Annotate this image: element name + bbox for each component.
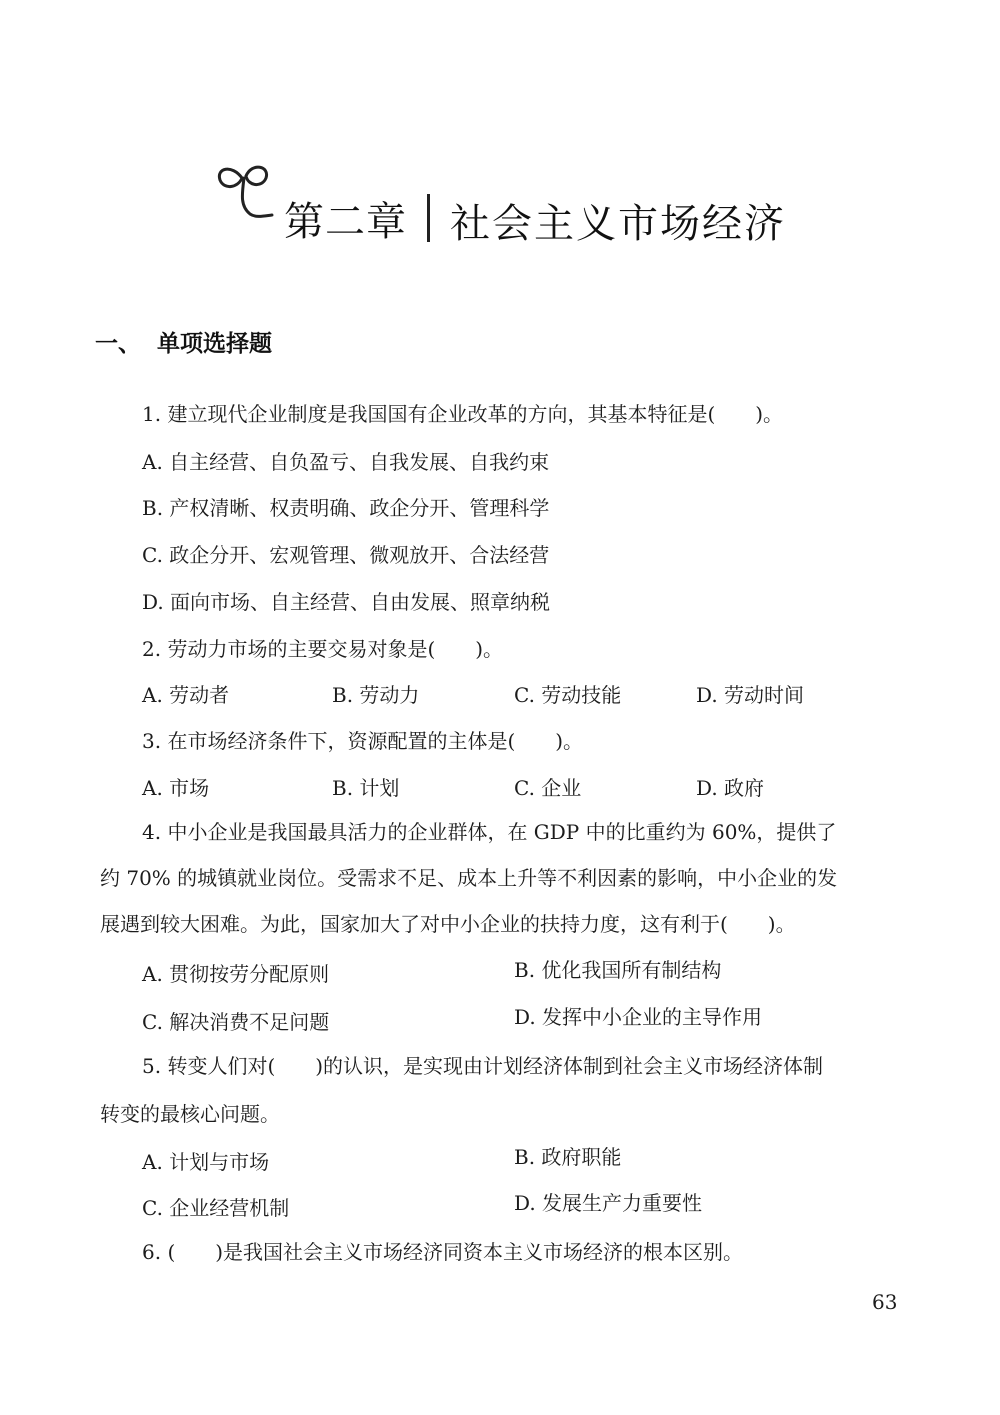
question-5-option-a: A. 计划与市场 xyxy=(142,1150,270,1174)
question-3-stem: 3. 在市场经济条件下，资源配置的主体是( )。 xyxy=(142,729,584,753)
chapter-title: 社会主义市场经济 xyxy=(450,201,786,247)
question-4-option-c: C. 解决消费不足问题 xyxy=(142,1010,330,1034)
question-4-stem-line-2: 约 70% 的城镇就业岗位。受需求不足、成本上升等不利因素的影响，中小企业的发 xyxy=(100,866,838,890)
question-2-option-b: B. 劳动力 xyxy=(332,683,420,707)
question-1-option-d: D. 面向市场、自主经营、自由发展、照章纳税 xyxy=(142,590,551,614)
section-heading xyxy=(95,325,272,358)
question-3-option-d: D. 政府 xyxy=(696,776,765,800)
question-4-option-b: B. 优化我国所有制结构 xyxy=(514,958,722,982)
question-4-option-d: D. 发挥中小企业的主导作用 xyxy=(514,1005,763,1029)
question-3-option-c: C. 企业 xyxy=(514,776,582,800)
question-2-option-c: C. 劳动技能 xyxy=(514,683,622,707)
section-number: 一、 xyxy=(95,331,141,357)
section-title: 单项选择题 xyxy=(157,331,272,357)
question-1-option-b: B. 产权清晰、权责明确、政企分开、管理科学 xyxy=(142,496,550,520)
question-2-stem: 2. 劳动力市场的主要交易对象是( )。 xyxy=(142,637,504,661)
question-3-option-b: B. 计划 xyxy=(332,776,400,800)
question-6-stem: 6. ( )是我国社会主义市场经济同资本主义市场经济的根本区别。 xyxy=(142,1240,744,1264)
question-5-option-d: D. 发展生产力重要性 xyxy=(514,1191,703,1215)
chapter-header xyxy=(212,160,832,260)
question-2-option-a: A. 劳动者 xyxy=(142,683,230,707)
page-number: 63 xyxy=(872,1290,898,1314)
question-3-option-a: A. 市场 xyxy=(142,776,210,800)
question-2-option-d: D. 劳动时间 xyxy=(696,683,805,707)
question-5-option-c: C. 企业经营机制 xyxy=(142,1196,290,1220)
question-1-stem: 1. 建立现代企业制度是我国国有企业改革的方向，其基本特征是( )。 xyxy=(142,402,784,426)
question-4-option-a: A. 贯彻按劳分配原则 xyxy=(142,962,330,986)
question-1-option-a: A. 自主经营、自负盈亏、自我发展、自我约束 xyxy=(142,450,550,474)
question-5-stem-line-2: 转变的最核心问题。 xyxy=(100,1102,280,1126)
question-1-option-c: C. 政企分开、宏观管理、微观放开、合法经营 xyxy=(142,543,550,567)
chapter-divider xyxy=(427,194,430,242)
question-4-stem-line-1: 4. 中小企业是我国最具活力的企业群体，在 GDP 中的比重约为 60%，提供了 xyxy=(142,820,837,844)
chapter-number: 第二章 xyxy=(284,199,407,245)
sprout-icon xyxy=(212,160,282,230)
question-5-stem-line-1: 5. 转变人们对( )的认识，是实现由计划经济体制到社会主义市场经济体制 xyxy=(142,1054,824,1078)
question-4-stem-line-3: 展遇到较大困难。为此，国家加大了对中小企业的扶持力度，这有利于( )。 xyxy=(100,912,796,936)
question-5-option-b: B. 政府职能 xyxy=(514,1145,622,1169)
